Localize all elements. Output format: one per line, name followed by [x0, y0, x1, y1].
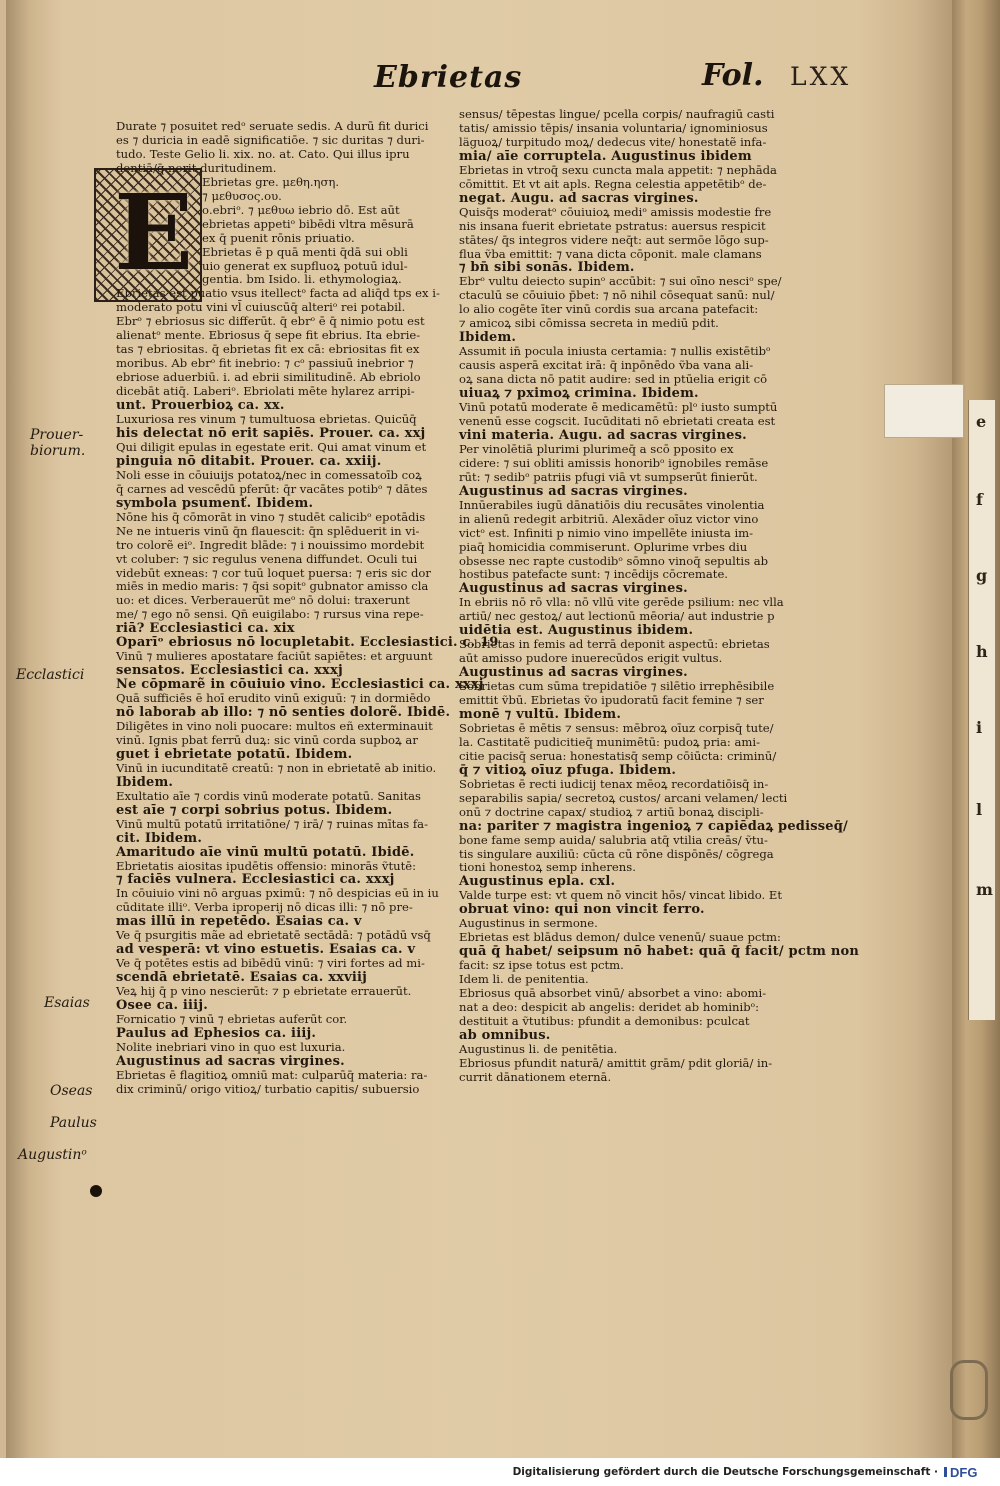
text-line: Sobrietas cum sūma trepidatiōe ⁊ silētio irrephēsibile [459, 679, 775, 694]
text-line: oꝝ sana dicta nō patit audire: sed in ptūelia erigit cō [459, 372, 768, 387]
text-line: uidētia est. Augustinus ibidem. [459, 623, 694, 639]
text-line: Veꝝ hij q̄ p vino nescierūt: ⁊ p ebrietate errauerūt. [116, 984, 412, 999]
text-line: victᵒ est. Infiniti p nimio vino impellēte iniusta im- [459, 525, 754, 540]
text-line: Luxuriosa res vinum ⁊ tumultuosa ebrietas. Quicūq̄ [116, 412, 417, 427]
folio-number: LXX [790, 62, 852, 91]
text-line: Augustinus ad sacras virgines. [459, 665, 688, 681]
text-line: stātes/ q̄s integros videre neq̄t: aut sermōe lōgo sup- [459, 232, 769, 247]
text-line: Ebrietatis aiositas ipudētis offensio: minorās ṽtutē: [116, 858, 417, 873]
text-line: obruat vino: qui non vincit ferro. [459, 902, 705, 918]
page-clip [950, 1360, 988, 1420]
text-line: nis insana fuerit ebrietate pstratus: auersus respicit [459, 218, 766, 233]
text-line: Sobrietas in femis ad terrā deponit aspectū: ebrietas [459, 637, 770, 652]
text-line: tioni honestoꝝ semp inherens. [459, 860, 636, 875]
text-line: Vinū in iucunditatē creatū: ⁊ non in ebrietatē ab initio. [116, 760, 437, 775]
text-line: cūditate illiᵒ. Verba iproperij nō dicas illi: ⁊ nō pre- [116, 900, 413, 915]
text-line: la. Castitatẽ pudicitieq̄ munimētū: pudoꝝ pria: ami- [459, 734, 761, 749]
text-line: negat. Augu. ad sacras virgines. [459, 190, 699, 206]
text-line: emittit ṽbū. Ebrietas ṽo ipudoratū facit femine ⁊ ser [459, 693, 764, 708]
text-line: his delectat nō erit sapiēs. Prouer. ca. xxj [116, 425, 426, 441]
text-line: artiū/ nec gestoꝝ/ aut lectionū mēoria/ aut industrie p [459, 609, 775, 624]
text-line: sensatos. Ecclesiastici ca. xxxj [116, 663, 343, 679]
text-line: Idem li. de penitentia. [459, 972, 589, 987]
text-line: Noli esse in cōuiuijs potatoꝝ/nec in comessatoīb coꝝ [116, 467, 422, 482]
text-line: Assumit in̄ pocula iniusta certamia: ⁊ nullis existētibᵒ [459, 344, 771, 359]
text-line: venenū esse cogscit. Iucūditati nō ebrietati creata est [459, 413, 776, 428]
text-line: cōmittit. Et vt ait apls. Regna celestia appetētibᵒ de- [459, 176, 767, 191]
text-line: vini materia. Augu. ad sacras virgines. [459, 427, 747, 443]
text-line: Fornicatio ⁊ vinū ⁊ ebrietas auferūt cor. [116, 1012, 348, 1026]
text-line: hostibus patefacte sunt: ⁊ incēdijs cōcremate. [459, 567, 728, 582]
text-line: quā q̄ habet/ seipsum nō habet: quā q̄ facit/ pctm non [459, 944, 860, 960]
text-line: riā? Ecclesiastici ca. xix [116, 621, 295, 637]
text-line: Ve q̄ potētes estis ad bibēdū vinū: ⁊ viri fortes ad mi- [116, 956, 425, 971]
text-line: Vinū potatū moderate ē medicamētū: plᵒ iusto sumptū [459, 400, 778, 415]
text-line: obsesse nec rapte custodibᵒ sōmno vinoq̄ sepultis ab [459, 553, 769, 568]
text-line: causis asperā excitat irā: q̄ inpōnēdo ṽba vana ali- [459, 358, 754, 373]
text-line: Ibidem. [116, 774, 174, 790]
text-line: destituit a ṽtutibus: pfundit a demonibus: pculcat [459, 1013, 750, 1028]
text-line: alienatᵒ mente. Ebriosus q̄ sepe fit ebrius. Ita ebrie- [116, 328, 421, 343]
index-tab-letter: l [976, 800, 983, 819]
text-line: Ebrietas in vtroq̄ sexu cuncta mala appetit: ⁊ nephāda [459, 162, 777, 177]
ink-dot [90, 1185, 102, 1197]
text-line: unt. Prouerbioꝝ ca. xx. [116, 398, 285, 414]
text-line: Amaritudo aīe vinū multū potatū. Ibidē. [116, 844, 415, 860]
index-tab-letter: f [976, 490, 983, 509]
dfg-logo-text: DFG [950, 1465, 978, 1480]
text-line: Ebrᵒ vultu deiecto supinᵒ accūbit: ⁊ sui oīno nesciᵒ spe/ [459, 274, 782, 289]
text-line: Nolite inebriari vino in quo est luxuria. [116, 1039, 346, 1054]
left-text-column [116, 119, 499, 1097]
text-line: Vinū ⁊ mulieres apostatare faciūt sapiētes: et arguunt [116, 649, 433, 664]
text-line: miēs in medio maris: ⁊ q̄si sopitᵒ gubnator amisso cla [116, 579, 429, 594]
text-line: Nōne his q̄ cōmorāt in vino ⁊ studēt calicibᵒ epotādis [116, 509, 426, 524]
text-line: onū ⁊ doctrine capax/ studioꝝ ⁊ artiū bonaꝝ discipli- [459, 804, 764, 819]
text-line: Quisq̄s moderatᵒ cōuiuioꝝ mediᵒ amissis modestie fre [459, 204, 772, 219]
text-line: dix criminū/ origo vitioꝝ/ turbatio capitis/ subuersio [116, 1081, 420, 1096]
text-line: tas ⁊ ebriositas. q̄ ebrietas fit ex cā: ebriositas fit ex [116, 342, 420, 357]
text-line: tro colorẽ eiᵒ. Ingredit blāde: ⁊ i nouissimo mordebit [116, 537, 425, 552]
text-line: cit. Ibidem. [116, 830, 203, 846]
text-line: uiuaꝝ ⁊ pximoꝝ crimina. Ibidem. [459, 386, 699, 402]
text-line: Valde turpe est: vt quem nō vincit hōs/ vincat libido. Et [459, 888, 783, 903]
text-line: ebrietas appetiᵒ bibēdi vltra mēsurā [202, 216, 414, 231]
text-line: separabilis sapia/ secretoꝝ custos/ arcani velamen/ lecti [459, 790, 788, 805]
text-line: moribus. Ab ebrᵒ fit inebrio: ⁊ cᵒ passiuū inebrior ⁊ [116, 356, 414, 371]
funding-credit: Digitalisierung gefördert durch die Deutsche Forschungsgemeinschaft · [512, 1466, 938, 1478]
text-line: cidere: ⁊ sui obliti amissis honoribᵒ ignobiles remāse [459, 455, 769, 470]
running-title: Ebrietas [374, 60, 523, 95]
text-line: me/ ⁊ ego nō sensi. Qn̄ euigilabo: ⁊ rursus vina repe- [116, 607, 424, 622]
paper-slip [884, 384, 964, 438]
text-line: na: pariter ⁊ magistra ingenioꝝ ⁊ capiēdaꝝ pedisseq̄/ [459, 818, 848, 834]
text-line: ex q̄ puenit rōnis priuatio. [202, 230, 355, 245]
index-tab-letter: h [976, 642, 988, 661]
text-line: In cōuiuio vini nō arguas pximū: ⁊ nō despicias eū in iu [116, 886, 439, 901]
text-line: flua ṽba emittit: ⁊ vana dicta cōponit. male clamans [459, 246, 762, 261]
index-tab-letter: m [976, 880, 993, 899]
text-line: ctaculū se cōuiuio p̄bet: ⁊ nō nihil cōsequat sanū: nul/ [459, 288, 775, 303]
text-line: Augustinus ad sacras virgines. [459, 483, 688, 499]
text-line: Sobrietas ē mētis ⁊ sensus: mēbroꝝ oīuz corpisq̄ tute/ [459, 720, 774, 735]
text-line: Ebrietas est blādus demon/ dulce venenū/ suaue pctm: [459, 930, 781, 945]
text-line: ⁊ faciēs vulnera. Ecclesiastici ca. xxxj [116, 872, 395, 888]
margin-note: Esaias [44, 995, 90, 1011]
text-line: Ebrietas gre. μεθη.ηση. [202, 174, 340, 189]
text-line: Durate ⁊ posuitet redᵒ seruate sedis. A durū fit durici [116, 119, 429, 133]
text-line: Augustinus epla. cxl. [459, 874, 616, 890]
text-line: mas illū in repetēdo. Esaias ca. v [116, 914, 362, 930]
text-line: Ne cōpmarẽ in cōuiuio vino. Ecclesiastici ca. xxxj [116, 677, 484, 693]
text-line: dicebāt atiq̄. Laberiᵒ. Ebriolati mēte hylarez arripi- [116, 384, 415, 399]
text-line: ⁊ bn̄ sibi sonās. Ibidem. [459, 260, 635, 276]
right-text-column [459, 107, 860, 1085]
text-line: q̄ carnes ad vescēdū pferūt: q̄r vacātes potibᵒ ⁊ dātes [116, 481, 428, 496]
text-line: ab omnibus. [459, 1027, 551, 1043]
text-line: ebriose aduerbiū. i. ad ebrii similitudinē. Ab ebriolo [116, 370, 421, 385]
text-line: symbola psumenť. Ibidem. [116, 495, 314, 511]
text-line: currit dānationem eternā. [459, 1069, 612, 1084]
initial-letter: E [114, 171, 194, 294]
text-line: Augustinus in sermone. [459, 916, 598, 931]
dfg-logo [944, 1464, 990, 1480]
text-line: lo alio cogēte īter vinū cordis sua arcana patefacit: [459, 302, 759, 317]
text-line: ο.ebriᵒ. ⁊ μεθυω iebrio dō. Est aūt [202, 202, 400, 217]
text-line: Augustinus ad sacras virgines. [116, 1053, 345, 1069]
text-line: dentiā/q̄ norit duritudinem. [116, 160, 277, 175]
text-line: nō laborab ab illo: ⁊ nō senties dolorẽ. Ibidē. [116, 705, 451, 721]
margin-note: Prouer- [30, 427, 84, 443]
text-line: Oparīᵒ ebriosus nō locupletabit. Ecclesiastici. c. 19 [116, 635, 499, 651]
text-line: uo: et dices. Verberauerūt meᵒ nō dolui: traxerunt [116, 593, 410, 608]
text-line: Ibidem. [459, 330, 517, 346]
text-line: tatis/ amissio tēpis/ insania voluntaria/ ignominiosus [459, 120, 768, 135]
text-line: Per vinolētiā plurimi plurimeq̄ a scō pposito ex [459, 441, 734, 456]
text-line: scendā ebrietatē. Esaias ca. xxviij [116, 970, 368, 986]
text-line: Ebrietas ē flagitioꝝ omniū mat: culparūq̄ materia: ra- [116, 1067, 428, 1082]
margin-note: biorum. [30, 443, 86, 459]
text-line: videbūt exneas: ⁊ cor tuū loquet puersa: ⁊ eris sic dor [116, 565, 431, 580]
text-line: Sobrietas ē recti iudicij tenax mēoꝝ recordatiōisq̄ in- [459, 776, 769, 791]
text-line: Ne ne intueris vinū q̄n flauescit: q̄n splēduerit in vi- [116, 523, 420, 538]
text-line: Augustinus ad sacras virgines. [459, 581, 688, 597]
text-line: q̄ ⁊ vitioꝝ oīuz pfuga. Ibidem. [459, 762, 677, 778]
text-line: ⁊ amicoꝝ sibi cōmissa secreta in mediū pdit. [459, 316, 719, 331]
text-line: Quā sufficiēs ē hoī erudito vinū exiguū: ⁊ in dormiēdo [116, 691, 431, 706]
text-line: Ebriosus quā absorbet vinū/ absorbet a vino: abomi- [459, 986, 767, 1001]
text-line: uio generat ex supfluoꝝ potuū idul- [202, 258, 408, 273]
index-tab-letter: i [976, 718, 983, 737]
text-line: In ebriis nō rō vlla: nō vllū vite gerēde psilium: nec vlla [459, 595, 784, 610]
margin-note: Ecclastici [16, 667, 85, 683]
text-line: es ⁊ duricia in eadē significatiōe. ⁊ sic duritas ⁊ duri- [116, 132, 425, 147]
text-line: est aīe ⁊ corpi sobrius potus. Ibidem. [116, 802, 393, 818]
text-line: sensus/ tēpestas lingue/ pcella corpis/ naufragiū casti [459, 107, 775, 121]
text-line: ⁊ μεθυσος.ου. [202, 188, 282, 203]
text-line: Ve q̄ psurgitis mãe ad ebrietatē sectādā: ⁊ potādū vsq̄ [116, 928, 431, 943]
text-line: gentia. bm Isido. li. ethymologiaꝝ. [202, 272, 402, 287]
text-line: tis singulare auxiliū: cūcta cū rōne dispōnēs/ cōgrega [459, 846, 774, 861]
text-line: piaq̄ homicidia commiserunt. Oplurime vrbes diu [459, 539, 748, 554]
text-line: tudo. Teste Gelio li. xix. no. at. Cato. Qui illus ipru [116, 146, 410, 161]
text-line: rūt: ⁊ sedibᵒ patriis pfugi viā vt sumpserūt finierūt. [459, 469, 758, 484]
text-line: bone fame semp auida/ salubria atq̄ vtilia creās/ ṽtu- [459, 832, 768, 847]
text-line: ad vesperā: vt vino estuetis. Esaias ca. v [116, 942, 416, 958]
text-line: monē ⁊ vultū. Ibidem. [459, 706, 622, 722]
text-line: Ebriosus pfundit naturā/ amittit grām/ pdit gloriā/ in- [459, 1055, 773, 1070]
text-line: pinguia nō ditabit. Prouer. ca. xxiij. [116, 453, 382, 469]
index-tab-letter: g [976, 566, 988, 585]
text-line: aūt amisso pudore inuerecūdos erigit vultus. [459, 651, 723, 666]
text-line: guet i ebrietate potatū. Ibidem. [116, 746, 353, 762]
text-line: Osee ca. iiij. [116, 998, 208, 1014]
text-line: in alienū redegit arbitriū. Alexāder oīuz victor vino [459, 511, 759, 526]
text-line: Ebrietas est puatio vsus itellectᵒ facta ad aliq̄d tps ex i- [116, 286, 440, 301]
text-line: Augustinus li. de penitētia. [459, 1041, 618, 1056]
text-line: vinū. Ignis pbat ferrū duꝝ: sic vinū corda supboꝝ ar [116, 732, 418, 747]
text-line: vt coluber: ⁊ sic regulus venena diffundet. Oculi tui [116, 551, 418, 566]
text-line: moderato potu vini vl̄ cuiuscūq̄ alteriᵒ rei potabil. [116, 300, 406, 315]
text-line: Innūerabiles iugū dānatiōis diu recusātes vinolentia [459, 497, 765, 512]
text-line: citie pacisq̄ serua: honestatisq̄ semp cōiūcta: criminū/ [459, 748, 777, 763]
text-line: Diligētes in vino noli puocare: multos eñ exterminauit [116, 718, 433, 733]
text-line: facit: sz ipse totus est pctm. [459, 958, 624, 973]
text-line: Paulus ad Ephesios ca. iiij. [116, 1025, 317, 1041]
margin-note: Augustinᵒ [18, 1147, 87, 1163]
text-line: Vinū multū potatū irritatiōne/ ⁊ irā/ ⁊ ruinas mītas fa- [116, 816, 429, 831]
index-tab-letter: e [976, 412, 987, 431]
text-line: Exultatio aīe ⁊ cordis vinū moderate potatū. Sanitas [116, 788, 421, 803]
folio-label: Fol. [702, 58, 764, 93]
text-line: Ebrᵒ ⁊ ebriosus sic differūt. q̄ ebrᵒ ē q̄ nimio potu est [116, 314, 425, 329]
text-line: Qui diligit epulas in egestate erit. Qui amat vinum et [116, 439, 427, 454]
text-line: läguoꝝ/ turpitudo moꝝ/ dedecus vite/ honestatẽ infa- [459, 134, 767, 149]
text-line: Ebrietas ē p quā menti q̄dā sui obli [202, 244, 408, 259]
text-line: nat a deo: despicit ab angelis: deridet ab hominibᵒ: [459, 1000, 760, 1014]
margin-note: Paulus [50, 1115, 97, 1131]
margin-note: Oseas [50, 1083, 93, 1099]
text-line: mia/ aīe corruptela. Augustinus ibidem [459, 148, 752, 164]
